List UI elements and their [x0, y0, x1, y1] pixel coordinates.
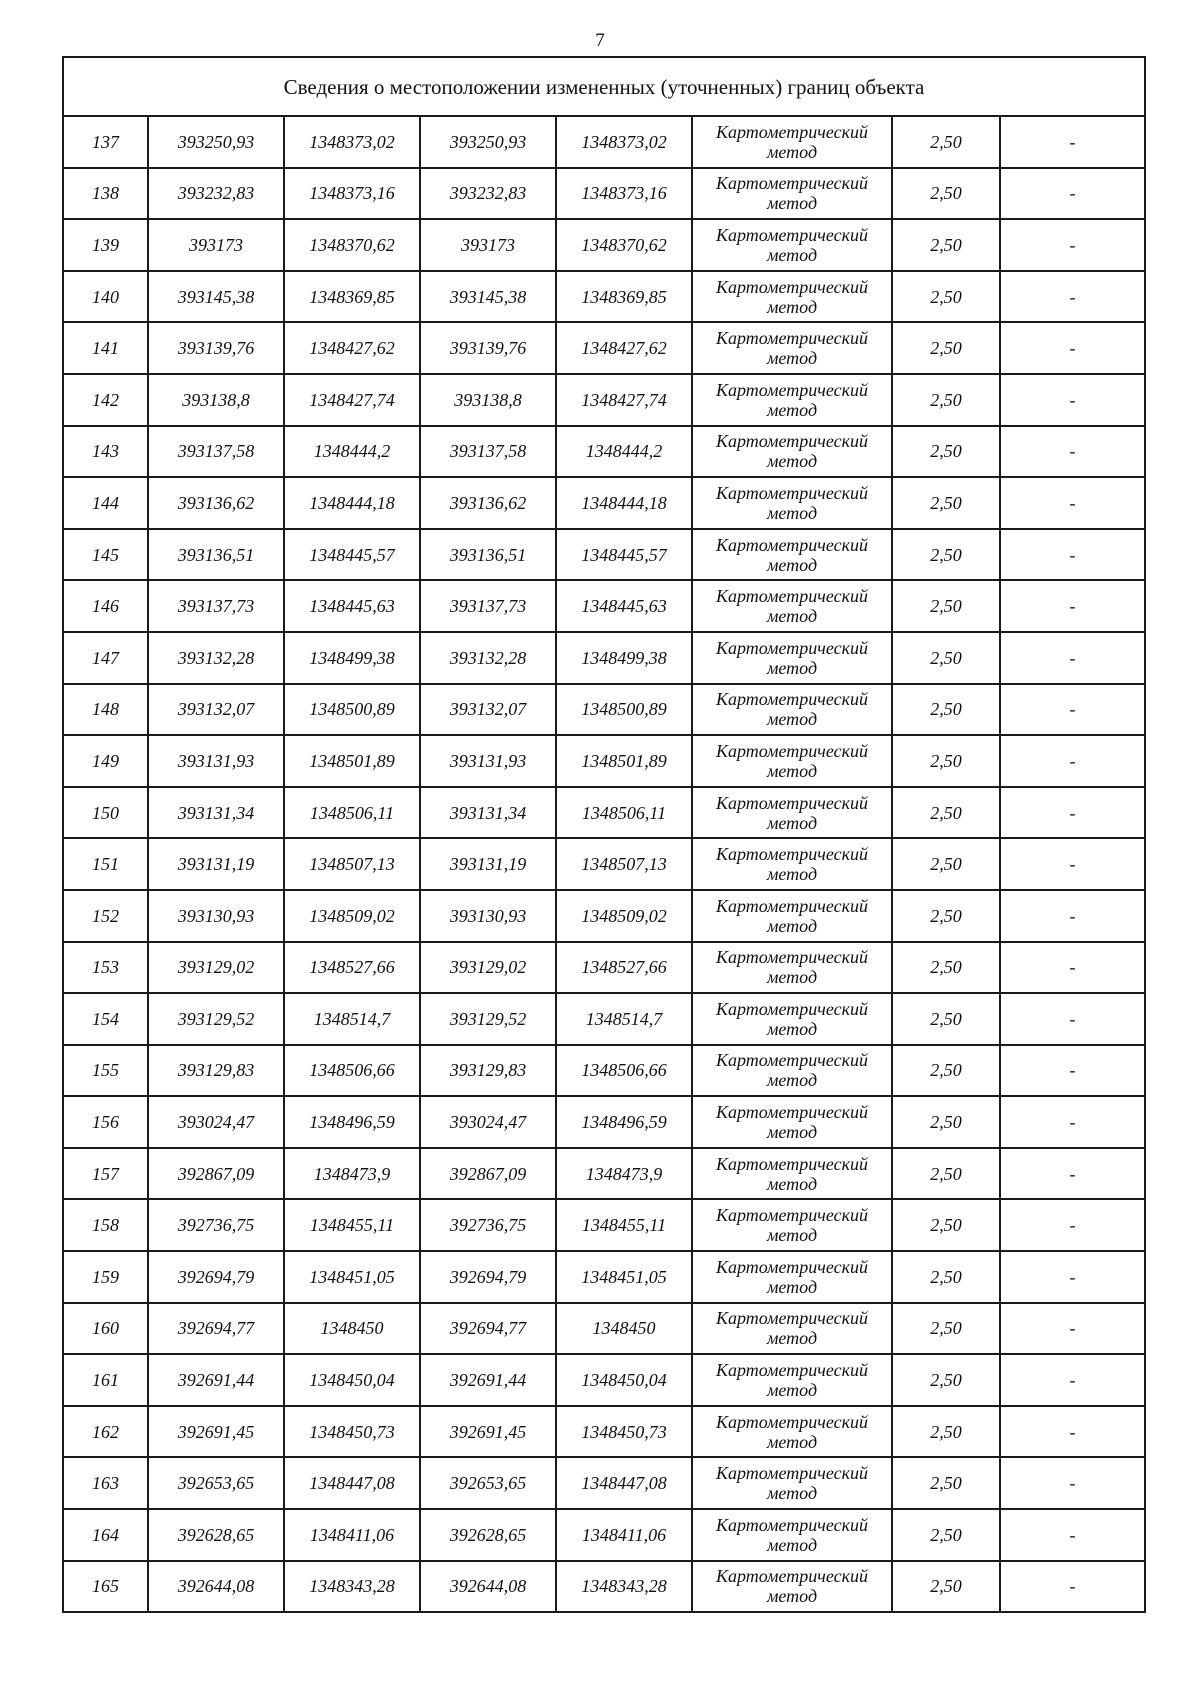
determination-method-cell: Картометрический метод	[692, 426, 892, 478]
x-coordinate-refined-cell: 393136,51	[420, 529, 556, 581]
y-coordinate-refined-cell: 1348514,7	[556, 993, 692, 1045]
point-number-cell: 157	[63, 1148, 148, 1200]
y-coordinate-existing-cell: 1348444,2	[284, 426, 420, 478]
x-coordinate-existing-cell: 392628,65	[148, 1509, 284, 1561]
x-coordinate-existing-cell: 393145,38	[148, 271, 284, 323]
determination-method-cell: Картометрический метод	[692, 1406, 892, 1458]
description-cell: -	[1000, 1354, 1145, 1406]
point-number-cell: 142	[63, 374, 148, 426]
x-coordinate-existing-cell: 393129,83	[148, 1045, 284, 1097]
accuracy-cell: 2,50	[892, 1561, 1000, 1613]
y-coordinate-refined-cell: 1348501,89	[556, 735, 692, 787]
description-cell: -	[1000, 580, 1145, 632]
point-number-cell: 145	[63, 529, 148, 581]
table-row	[63, 1561, 1145, 1613]
determination-method-cell: Картометрический метод	[692, 684, 892, 736]
determination-method-cell: Картометрический метод	[692, 374, 892, 426]
y-coordinate-existing-cell: 1348496,59	[284, 1096, 420, 1148]
x-coordinate-refined-cell: 393024,47	[420, 1096, 556, 1148]
y-coordinate-existing-cell: 1348373,02	[284, 116, 420, 168]
accuracy-cell: 2,50	[892, 1199, 1000, 1251]
y-coordinate-refined-cell: 1348444,2	[556, 426, 692, 478]
point-number-cell: 163	[63, 1457, 148, 1509]
table-row	[63, 271, 1145, 323]
table-row	[63, 1148, 1145, 1200]
accuracy-cell: 2,50	[892, 1354, 1000, 1406]
table-row	[63, 684, 1145, 736]
x-coordinate-existing-cell: 393132,07	[148, 684, 284, 736]
x-coordinate-existing-cell: 393024,47	[148, 1096, 284, 1148]
y-coordinate-refined-cell: 1348450,04	[556, 1354, 692, 1406]
accuracy-cell: 2,50	[892, 1045, 1000, 1097]
y-coordinate-refined-cell: 1348445,57	[556, 529, 692, 581]
table-row	[63, 1406, 1145, 1458]
y-coordinate-refined-cell: 1348445,63	[556, 580, 692, 632]
x-coordinate-existing-cell: 393136,51	[148, 529, 284, 581]
y-coordinate-refined-cell: 1348450	[556, 1303, 692, 1355]
y-coordinate-existing-cell: 1348527,66	[284, 942, 420, 994]
x-coordinate-existing-cell: 392691,45	[148, 1406, 284, 1458]
description-cell: -	[1000, 322, 1145, 374]
page-number: 7	[595, 30, 605, 51]
accuracy-cell: 2,50	[892, 1251, 1000, 1303]
x-coordinate-refined-cell: 392691,44	[420, 1354, 556, 1406]
x-coordinate-existing-cell: 393131,34	[148, 787, 284, 839]
y-coordinate-refined-cell: 1348343,28	[556, 1561, 692, 1613]
table-row	[63, 477, 1145, 529]
x-coordinate-existing-cell: 392653,65	[148, 1457, 284, 1509]
description-cell: -	[1000, 116, 1145, 168]
table-row	[63, 787, 1145, 839]
point-number-cell: 155	[63, 1045, 148, 1097]
y-coordinate-existing-cell: 1348427,62	[284, 322, 420, 374]
determination-method-cell: Картометрический метод	[692, 1045, 892, 1097]
y-coordinate-refined-cell: 1348473,9	[556, 1148, 692, 1200]
y-coordinate-existing-cell: 1348369,85	[284, 271, 420, 323]
determination-method-cell: Картометрический метод	[692, 529, 892, 581]
table-row	[63, 1199, 1145, 1251]
point-number-cell: 139	[63, 219, 148, 271]
description-cell: -	[1000, 1303, 1145, 1355]
x-coordinate-existing-cell: 393250,93	[148, 116, 284, 168]
determination-method-cell: Картометрический метод	[692, 477, 892, 529]
description-cell: -	[1000, 735, 1145, 787]
table-row	[63, 1251, 1145, 1303]
accuracy-cell: 2,50	[892, 426, 1000, 478]
description-cell: -	[1000, 271, 1145, 323]
point-number-cell: 164	[63, 1509, 148, 1561]
description-cell: -	[1000, 942, 1145, 994]
point-number-cell: 165	[63, 1561, 148, 1613]
y-coordinate-existing-cell: 1348370,62	[284, 219, 420, 271]
accuracy-cell: 2,50	[892, 787, 1000, 839]
determination-method-cell: Картометрический метод	[692, 838, 892, 890]
point-number-cell: 144	[63, 477, 148, 529]
x-coordinate-refined-cell: 392653,65	[420, 1457, 556, 1509]
description-cell: -	[1000, 1561, 1145, 1613]
description-cell: -	[1000, 219, 1145, 271]
y-coordinate-refined-cell: 1348369,85	[556, 271, 692, 323]
description-cell: -	[1000, 1199, 1145, 1251]
determination-method-cell: Картометрический метод	[692, 116, 892, 168]
accuracy-cell: 2,50	[892, 1096, 1000, 1148]
table-row	[63, 219, 1145, 271]
point-number-cell: 152	[63, 890, 148, 942]
x-coordinate-refined-cell: 392628,65	[420, 1509, 556, 1561]
determination-method-cell: Картометрический метод	[692, 322, 892, 374]
x-coordinate-existing-cell: 393131,19	[148, 838, 284, 890]
table-row	[63, 735, 1145, 787]
x-coordinate-refined-cell: 393136,62	[420, 477, 556, 529]
point-number-cell: 153	[63, 942, 148, 994]
x-coordinate-existing-cell: 393137,58	[148, 426, 284, 478]
table-row	[63, 1045, 1145, 1097]
y-coordinate-existing-cell: 1348373,16	[284, 168, 420, 220]
y-coordinate-existing-cell: 1348450,73	[284, 1406, 420, 1458]
x-coordinate-refined-cell: 393129,83	[420, 1045, 556, 1097]
accuracy-cell: 2,50	[892, 168, 1000, 220]
accuracy-cell: 2,50	[892, 219, 1000, 271]
y-coordinate-existing-cell: 1348411,06	[284, 1509, 420, 1561]
determination-method-cell: Картометрический метод	[692, 1561, 892, 1613]
y-coordinate-refined-cell: 1348455,11	[556, 1199, 692, 1251]
y-coordinate-refined-cell: 1348527,66	[556, 942, 692, 994]
x-coordinate-existing-cell: 393232,83	[148, 168, 284, 220]
x-coordinate-existing-cell: 393131,93	[148, 735, 284, 787]
accuracy-cell: 2,50	[892, 374, 1000, 426]
description-cell: -	[1000, 1509, 1145, 1561]
y-coordinate-refined-cell: 1348373,16	[556, 168, 692, 220]
x-coordinate-existing-cell: 392644,08	[148, 1561, 284, 1613]
x-coordinate-refined-cell: 393129,52	[420, 993, 556, 1045]
y-coordinate-refined-cell: 1348450,73	[556, 1406, 692, 1458]
accuracy-cell: 2,50	[892, 890, 1000, 942]
x-coordinate-refined-cell: 393131,93	[420, 735, 556, 787]
y-coordinate-refined-cell: 1348507,13	[556, 838, 692, 890]
point-number-cell: 158	[63, 1199, 148, 1251]
table-row	[63, 1354, 1145, 1406]
determination-method-cell: Картометрический метод	[692, 1148, 892, 1200]
table-row	[63, 168, 1145, 220]
y-coordinate-refined-cell: 1348427,62	[556, 322, 692, 374]
accuracy-cell: 2,50	[892, 580, 1000, 632]
table-row	[63, 942, 1145, 994]
y-coordinate-refined-cell: 1348427,74	[556, 374, 692, 426]
accuracy-cell: 2,50	[892, 1303, 1000, 1355]
x-coordinate-refined-cell: 392867,09	[420, 1148, 556, 1200]
accuracy-cell: 2,50	[892, 1509, 1000, 1561]
table-row	[63, 529, 1145, 581]
y-coordinate-refined-cell: 1348506,11	[556, 787, 692, 839]
determination-method-cell: Картометрический метод	[692, 580, 892, 632]
determination-method-cell: Картометрический метод	[692, 1354, 892, 1406]
y-coordinate-existing-cell: 1348507,13	[284, 838, 420, 890]
determination-method-cell: Картометрический метод	[692, 1199, 892, 1251]
determination-method-cell: Картометрический метод	[692, 168, 892, 220]
x-coordinate-refined-cell: 393137,73	[420, 580, 556, 632]
accuracy-cell: 2,50	[892, 632, 1000, 684]
y-coordinate-existing-cell: 1348500,89	[284, 684, 420, 736]
description-cell: -	[1000, 374, 1145, 426]
description-cell: -	[1000, 1457, 1145, 1509]
y-coordinate-refined-cell: 1348506,66	[556, 1045, 692, 1097]
accuracy-cell: 2,50	[892, 993, 1000, 1045]
x-coordinate-existing-cell: 392694,79	[148, 1251, 284, 1303]
point-number-cell: 140	[63, 271, 148, 323]
point-number-cell: 156	[63, 1096, 148, 1148]
x-coordinate-existing-cell: 393129,02	[148, 942, 284, 994]
description-cell: -	[1000, 426, 1145, 478]
x-coordinate-refined-cell: 393138,8	[420, 374, 556, 426]
x-coordinate-refined-cell: 393139,76	[420, 322, 556, 374]
table-row	[63, 1457, 1145, 1509]
point-number-cell: 137	[63, 116, 148, 168]
determination-method-cell: Картометрический метод	[692, 1251, 892, 1303]
x-coordinate-existing-cell: 392867,09	[148, 1148, 284, 1200]
table-row	[63, 1509, 1145, 1561]
y-coordinate-existing-cell: 1348455,11	[284, 1199, 420, 1251]
table-row	[63, 838, 1145, 890]
description-cell: -	[1000, 838, 1145, 890]
table-title-row	[63, 57, 1145, 116]
y-coordinate-existing-cell: 1348447,08	[284, 1457, 420, 1509]
x-coordinate-existing-cell: 393173	[148, 219, 284, 271]
table-row	[63, 322, 1145, 374]
point-number-cell: 149	[63, 735, 148, 787]
table-title: Сведения о местоположении измененных (уточненных) границ объекта	[63, 57, 1145, 116]
point-number-cell: 148	[63, 684, 148, 736]
x-coordinate-refined-cell: 393131,34	[420, 787, 556, 839]
y-coordinate-refined-cell: 1348447,08	[556, 1457, 692, 1509]
accuracy-cell: 2,50	[892, 942, 1000, 994]
y-coordinate-existing-cell: 1348450	[284, 1303, 420, 1355]
y-coordinate-refined-cell: 1348451,05	[556, 1251, 692, 1303]
accuracy-cell: 2,50	[892, 735, 1000, 787]
point-number-cell: 151	[63, 838, 148, 890]
determination-method-cell: Картометрический метод	[692, 1096, 892, 1148]
point-number-cell: 154	[63, 993, 148, 1045]
description-cell: -	[1000, 168, 1145, 220]
accuracy-cell: 2,50	[892, 684, 1000, 736]
determination-method-cell: Картометрический метод	[692, 271, 892, 323]
y-coordinate-refined-cell: 1348500,89	[556, 684, 692, 736]
description-cell: -	[1000, 787, 1145, 839]
y-coordinate-refined-cell: 1348373,02	[556, 116, 692, 168]
description-cell: -	[1000, 477, 1145, 529]
description-cell: -	[1000, 1251, 1145, 1303]
y-coordinate-existing-cell: 1348501,89	[284, 735, 420, 787]
y-coordinate-refined-cell: 1348411,06	[556, 1509, 692, 1561]
accuracy-cell: 2,50	[892, 1148, 1000, 1200]
determination-method-cell: Картометрический метод	[692, 1457, 892, 1509]
x-coordinate-refined-cell: 393137,58	[420, 426, 556, 478]
description-cell: -	[1000, 993, 1145, 1045]
y-coordinate-existing-cell: 1348506,11	[284, 787, 420, 839]
description-cell: -	[1000, 1045, 1145, 1097]
y-coordinate-existing-cell: 1348444,18	[284, 477, 420, 529]
description-cell: -	[1000, 632, 1145, 684]
x-coordinate-refined-cell: 393145,38	[420, 271, 556, 323]
y-coordinate-existing-cell: 1348473,9	[284, 1148, 420, 1200]
x-coordinate-refined-cell: 393173	[420, 219, 556, 271]
determination-method-cell: Картометрический метод	[692, 219, 892, 271]
x-coordinate-refined-cell: 393129,02	[420, 942, 556, 994]
x-coordinate-refined-cell: 393132,28	[420, 632, 556, 684]
accuracy-cell: 2,50	[892, 1457, 1000, 1509]
point-number-cell: 138	[63, 168, 148, 220]
point-number-cell: 159	[63, 1251, 148, 1303]
determination-method-cell: Картометрический метод	[692, 993, 892, 1045]
x-coordinate-refined-cell: 393250,93	[420, 116, 556, 168]
x-coordinate-refined-cell: 392694,77	[420, 1303, 556, 1355]
y-coordinate-existing-cell: 1348499,38	[284, 632, 420, 684]
y-coordinate-existing-cell: 1348450,04	[284, 1354, 420, 1406]
accuracy-cell: 2,50	[892, 477, 1000, 529]
y-coordinate-existing-cell: 1348514,7	[284, 993, 420, 1045]
determination-method-cell: Картометрический метод	[692, 942, 892, 994]
determination-method-cell: Картометрический метод	[692, 632, 892, 684]
determination-method-cell: Картометрический метод	[692, 890, 892, 942]
x-coordinate-existing-cell: 393137,73	[148, 580, 284, 632]
point-number-cell: 162	[63, 1406, 148, 1458]
table-row	[63, 632, 1145, 684]
x-coordinate-existing-cell: 393130,93	[148, 890, 284, 942]
x-coordinate-refined-cell: 393132,07	[420, 684, 556, 736]
point-number-cell: 150	[63, 787, 148, 839]
table-row	[63, 116, 1145, 168]
y-coordinate-refined-cell: 1348444,18	[556, 477, 692, 529]
x-coordinate-refined-cell: 393130,93	[420, 890, 556, 942]
description-cell: -	[1000, 684, 1145, 736]
x-coordinate-existing-cell: 392691,44	[148, 1354, 284, 1406]
y-coordinate-existing-cell: 1348509,02	[284, 890, 420, 942]
x-coordinate-refined-cell: 392644,08	[420, 1561, 556, 1613]
table-row	[63, 1096, 1145, 1148]
table-row	[63, 1303, 1145, 1355]
table-row	[63, 890, 1145, 942]
table-row	[63, 374, 1145, 426]
point-number-cell: 143	[63, 426, 148, 478]
point-number-cell: 146	[63, 580, 148, 632]
y-coordinate-existing-cell: 1348343,28	[284, 1561, 420, 1613]
point-number-cell: 160	[63, 1303, 148, 1355]
boundary-points-table	[62, 56, 1146, 1613]
x-coordinate-existing-cell: 393132,28	[148, 632, 284, 684]
accuracy-cell: 2,50	[892, 529, 1000, 581]
y-coordinate-existing-cell: 1348445,63	[284, 580, 420, 632]
table-row	[63, 426, 1145, 478]
table-row	[63, 580, 1145, 632]
x-coordinate-existing-cell: 393129,52	[148, 993, 284, 1045]
determination-method-cell: Картометрический метод	[692, 735, 892, 787]
point-number-cell: 161	[63, 1354, 148, 1406]
x-coordinate-refined-cell: 392736,75	[420, 1199, 556, 1251]
accuracy-cell: 2,50	[892, 322, 1000, 374]
y-coordinate-existing-cell: 1348427,74	[284, 374, 420, 426]
point-number-cell: 141	[63, 322, 148, 374]
y-coordinate-refined-cell: 1348496,59	[556, 1096, 692, 1148]
y-coordinate-refined-cell: 1348499,38	[556, 632, 692, 684]
x-coordinate-refined-cell: 393232,83	[420, 168, 556, 220]
y-coordinate-refined-cell: 1348370,62	[556, 219, 692, 271]
y-coordinate-existing-cell: 1348445,57	[284, 529, 420, 581]
description-cell: -	[1000, 1148, 1145, 1200]
determination-method-cell: Картометрический метод	[692, 1303, 892, 1355]
accuracy-cell: 2,50	[892, 116, 1000, 168]
x-coordinate-existing-cell: 392736,75	[148, 1199, 284, 1251]
x-coordinate-existing-cell: 392694,77	[148, 1303, 284, 1355]
x-coordinate-existing-cell: 393136,62	[148, 477, 284, 529]
x-coordinate-existing-cell: 393139,76	[148, 322, 284, 374]
description-cell: -	[1000, 890, 1145, 942]
description-cell: -	[1000, 1096, 1145, 1148]
x-coordinate-refined-cell: 392691,45	[420, 1406, 556, 1458]
description-cell: -	[1000, 529, 1145, 581]
y-coordinate-existing-cell: 1348451,05	[284, 1251, 420, 1303]
point-number-cell: 147	[63, 632, 148, 684]
x-coordinate-refined-cell: 393131,19	[420, 838, 556, 890]
accuracy-cell: 2,50	[892, 271, 1000, 323]
y-coordinate-existing-cell: 1348506,66	[284, 1045, 420, 1097]
table-row	[63, 993, 1145, 1045]
accuracy-cell: 2,50	[892, 838, 1000, 890]
y-coordinate-refined-cell: 1348509,02	[556, 890, 692, 942]
determination-method-cell: Картометрический метод	[692, 1509, 892, 1561]
determination-method-cell: Картометрический метод	[692, 787, 892, 839]
x-coordinate-existing-cell: 393138,8	[148, 374, 284, 426]
description-cell: -	[1000, 1406, 1145, 1458]
x-coordinate-refined-cell: 392694,79	[420, 1251, 556, 1303]
accuracy-cell: 2,50	[892, 1406, 1000, 1458]
